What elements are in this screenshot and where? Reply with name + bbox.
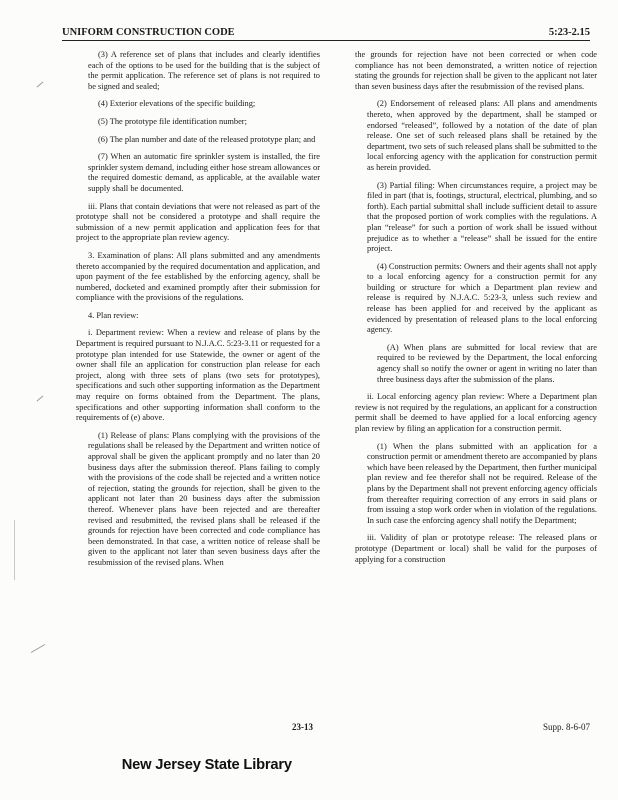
paragraph: (3) A reference set of plans that includes and clearly identifies each of the options to be used for the building that is the subject of the permit application. The reference set of plans is not required to be signed and sealed; bbox=[88, 50, 320, 91]
scan-mark bbox=[31, 644, 45, 653]
paragraph: (7) When an automatic fire sprinkler system is installed, the fire sprinkler system demand, including either hose stream allowances or the required domestic demand, as applicable, at the available water supply shall be documented. bbox=[88, 152, 320, 193]
paragraph: 4. Plan review: bbox=[88, 310, 139, 320]
paragraph: (5) The prototype file identification number; bbox=[98, 116, 247, 126]
right-column bbox=[355, 50, 597, 572]
paragraph: (1) When the plans submitted with an application for a construction permit or amendment thereto are accompanied by plans which have been released by the Department, then further municipal plan review and fee therefor shall not be required. Release of the plans by the Department shall not prevent enforcing agency officials from thereafter requiring correction of any errors in said plans or from issuing a stop work order when in violation of the regulations. In such case the enforcing agency shall notify the Department; bbox=[367, 441, 597, 525]
paragraph: (1) Release of plans: Plans complying with the provisions of the regulations shall be released by the Department and written notice of approval shall be given the applicant promptly and no later than 20 business days after the submission thereof. Plans failing to comply with the provisions of the code shall be rejected and a written notice of rejection, stating the grounds for rejection, shall be given to the applicant not later than 20 business days after the submission thereof. Whenever plans have been rejected and are thereafter revised and resubmitted, the revised plans shall be released if the grounds for rejection have been corrected and code compliance has been demonstrated. In that case, a written notice of release shall be given to the applicant not later than seven business days after the resubmission of the revised plans. When bbox=[88, 430, 320, 567]
paragraph: iii. Plans that contain deviations that were not released as part of the prototype shall not be considered a prototype and shall require the submission of a new permit application and application fees for that project to the appropriate plan review agency. bbox=[76, 201, 320, 243]
scan-mark bbox=[37, 396, 44, 402]
scan-mark bbox=[37, 82, 44, 88]
left-column bbox=[76, 50, 320, 576]
page-number: 23-13 bbox=[292, 722, 313, 732]
header-title: UNIFORM CONSTRUCTION CODE bbox=[62, 27, 235, 38]
paragraph: iii. Validity of plan or prototype release: The released plans or prototype (Department or local) shall be valid for the purposes of applying for a construction bbox=[355, 533, 597, 564]
paragraph: (4) Construction permits: Owners and their agents shall not apply to a local enforcing agency for a construction permit for any building or structure for which a Department plan review and release is required by N.J.A.C. 5:23-3, unless such review and release has been applied for and received by the applicant as evidenced by presentation of released plans to the local enforcing agency. bbox=[367, 261, 597, 335]
paragraph: (3) Partial filing: When circumstances require, a project may be filed in part (that is, footings, structural, electrical, plumbing, and so forth). Each partial submittal shall include sufficient detail to assure that the proposed portion of work complies with the regulations. A plan “release” for such a portion of work shall be issued without prejudice as to whether a “release” shall be issued for the entire project. bbox=[367, 180, 597, 254]
paragraph: (2) Endorsement of released plans: All plans and amendments thereto, when approved by the department, shall be stamped or endorsed “released”, followed by a notation of the date of plan release. One set of such released plans shall be retained by the department, two sets of such released plans shall be submitted to the local enforcing agency with the application for construction permit as herein provided. bbox=[367, 99, 597, 172]
paragraph: i. Department review: When a review and release of plans by the Department is required pursuant to N.J.A.C. 5:23-3.11 or requested for a prototype plan intended for use Statewide, the owner or agent of the owner shall file an application for construction plan release for each project, along with three sets of plans (two sets for prototypes), specifications and such other supporting information as the Department may require on forms obtained from the Department. The plans, specifications and other supporting information shall conform to the requirements of (e) above. bbox=[76, 328, 320, 423]
paragraph: 3. Examination of plans: All plans submitted and any amendments thereto accompanied by the required documentation and application, and upon payment of the fee established by the enforcing agency, shall be numbered, docketed and examined promptly after their submission for compliance with the provisions of the regulations. bbox=[76, 250, 320, 303]
running-header bbox=[62, 26, 590, 41]
paragraph: (6) The plan number and date of the released prototype plan; and bbox=[98, 134, 316, 144]
supplement-date: Supp. 8-6-07 bbox=[543, 722, 590, 732]
paragraph: (4) Exterior elevations of the specific building; bbox=[98, 99, 256, 109]
paragraph: the grounds for rejection have not been corrected or when code compliance has not been demonstrated, a written notice of rejection stating the grounds for rejection shall be given to the applicant not later than seven business days after the resubmission of the revised plans. bbox=[355, 50, 597, 91]
paragraph: ii. Local enforcing agency plan review: Where a Department plan review is not required by the regulations, an applicant for a construction permit shall be deemed to have applied for a local enforcing agency plan review by filing an application for a construction permit. bbox=[355, 392, 597, 433]
scan-mark bbox=[14, 520, 15, 580]
library-stamp: New Jersey State Library bbox=[121, 756, 292, 773]
paragraph: (A) When plans are submitted for local review that are required to be reviewed by the Department, the local enforcing agency shall so notify the owner or agent in writing no later than three business days after the submission of the plans. bbox=[377, 342, 597, 384]
header-section-number: 5:23-2.15 bbox=[548, 27, 590, 38]
